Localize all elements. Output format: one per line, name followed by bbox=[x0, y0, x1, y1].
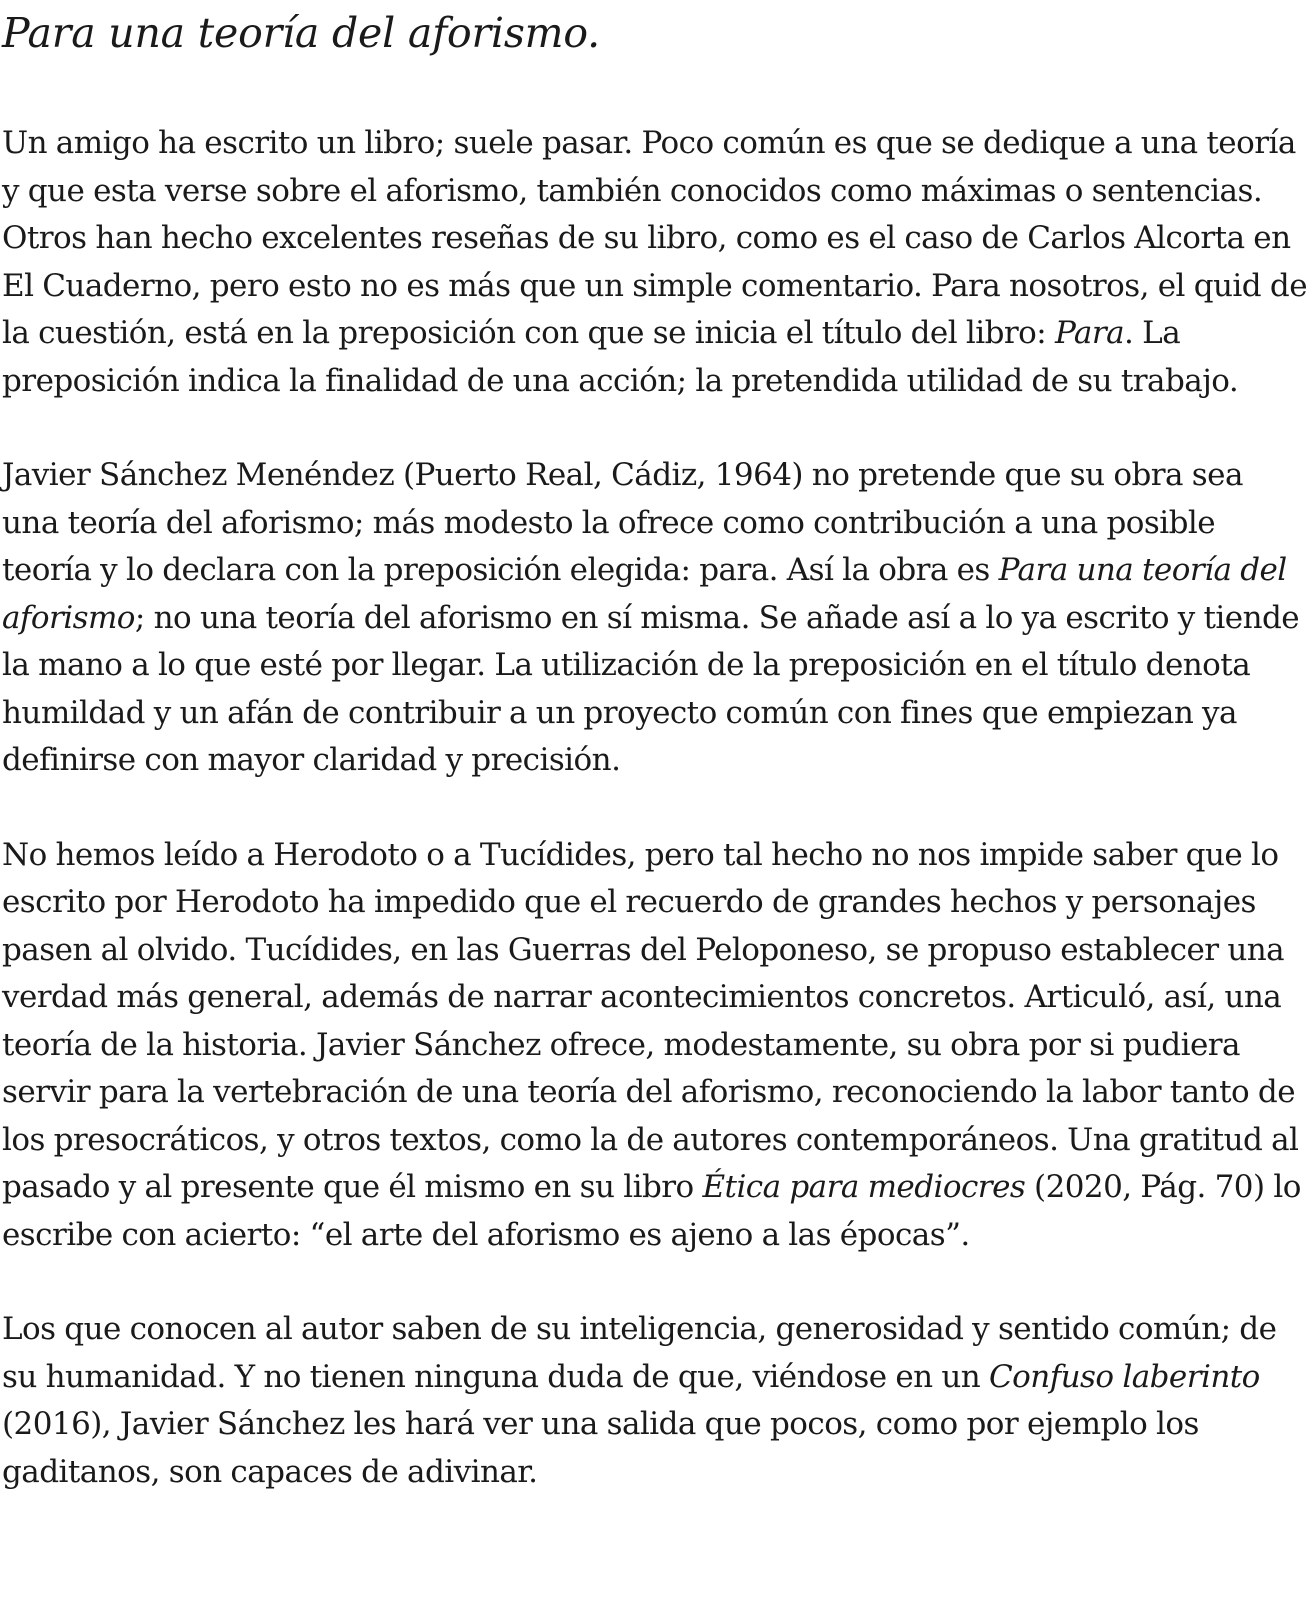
paragraph-text: ; no una teoría del aforismo en sí misma. Se añade así a lo ya escrito y tiende la mano a lo que esté por llegar. La utilización de la preposición en el título denota humildad y un afán de contribuir a un proyecto común con fines que empiezan ya definirse con mayor claridad y precisión. bbox=[2, 599, 1300, 778]
paragraph-3 bbox=[2, 832, 1308, 1260]
italic-book-title: Ética para mediocres bbox=[702, 1169, 1026, 1205]
paragraph-text: (2020, Pág. 70) lo escribe con acierto: “el arte del aforismo es ajeno a las épocas”. bbox=[2, 1169, 1301, 1253]
paragraph-text: Javier Sánchez Menéndez (Puerto Real, Cádiz, 1964) no pretende que su obra sea una teoría del aforismo; más modesto la ofrece como contribución a una posible teoría y lo declara con la preposición elegida: para. Así la obra es bbox=[2, 457, 1243, 588]
spacer bbox=[2, 58, 1308, 120]
paragraph-text: (2016), Javier Sánchez les hará ver una salida que pocos, como por ejemplo los gaditanos, son capaces de adivinar. bbox=[2, 1406, 1199, 1490]
paragraph-text: No hemos leído a Herodoto o a Tucídides, pero tal hecho no nos impide saber que lo escrito por Herodoto ha impedido que el recuerdo de grandes hechos y personajes pasen al olvido. Tucídides, en las Guerras del Peloponeso, se propuso establecer una verdad más general, además de narrar acontecimientos concretos. Articuló, así, una teoría de la historia. Javier Sánchez ofrece, modestamente, su obra por si pudiera servir para la vertebración de una teoría del aforismo, reconociendo la labor tanto de los presocráticos, y otros textos, como la de autores contemporáneos. Una gratitud al pasado y al presente que él mismo en su libro bbox=[2, 836, 1299, 1205]
paragraph-4 bbox=[2, 1306, 1308, 1496]
italic-book-title: Confuso laberinto bbox=[989, 1358, 1260, 1395]
spacer bbox=[2, 405, 1308, 452]
paragraph-2 bbox=[2, 452, 1308, 785]
paragraph-text: . La preposición indica la finalidad de una acción; la pretendida utilidad de su trabajo. bbox=[2, 315, 1239, 399]
spacer bbox=[2, 785, 1308, 832]
italic-title-para: Para bbox=[1054, 315, 1125, 351]
document-title: Para una teoría del aforismo. bbox=[2, 9, 600, 57]
paragraph-text: Los que conocen al autor saben de su inteligencia, generosidad y sentido común; de su humanidad. Y no tienen ninguna duda de que, viéndose en un bbox=[2, 1311, 1277, 1395]
italic-book-title: Para una teoría del aforismo bbox=[2, 552, 1287, 636]
spacer bbox=[2, 1259, 1308, 1306]
paragraph-text: Un amigo ha escrito un libro; suele pasar. Poco común es que se dedique a una teoría y que esta verse sobre el aforismo, también conocidos como máximas o sentencias. Otros han hecho excelentes reseñas de su libro, como es el caso de Carlos Alcorta en El Cuaderno, pero esto no es más que un simple comentario. Para nosotros, el quid de la cuestión, está en la preposición con que se inicia el título del libro: bbox=[2, 125, 1307, 351]
paragraph-1 bbox=[2, 120, 1308, 405]
